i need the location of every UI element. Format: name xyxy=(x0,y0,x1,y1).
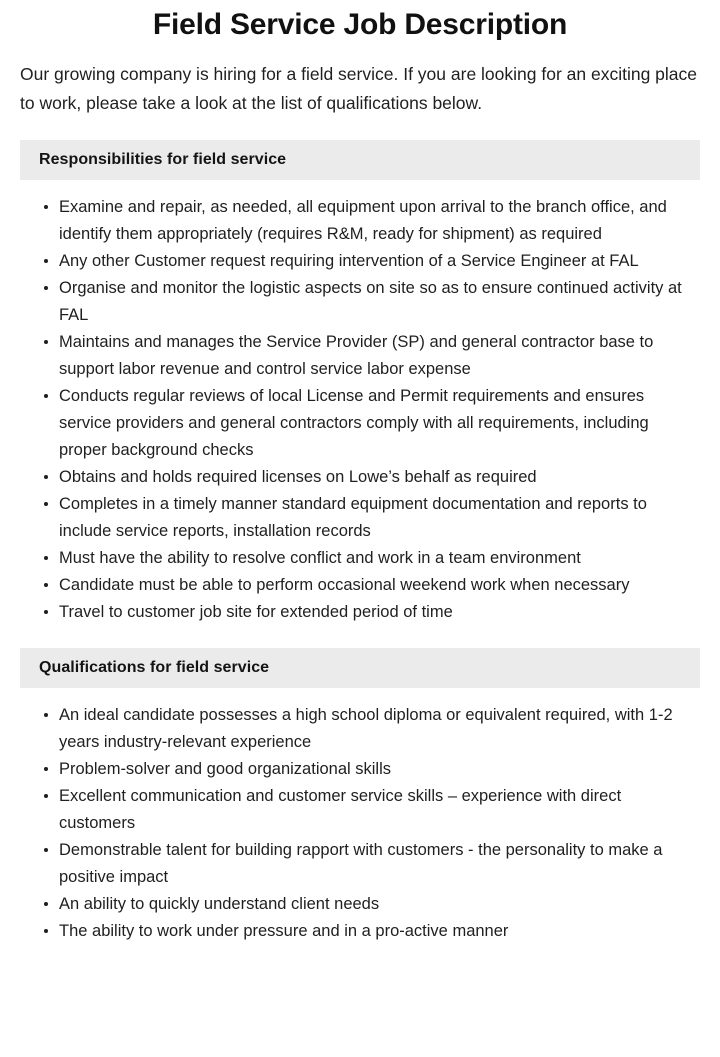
bullet-icon xyxy=(44,767,48,771)
section-header-responsibilities xyxy=(20,140,700,180)
responsibility-item-text: Any other Customer request requiring intervention of a Service Engineer at FAL xyxy=(59,252,639,270)
responsibility-item-text: Organise and monitor the logistic aspects on site so as to ensure continued activity at FAL xyxy=(59,279,682,324)
qualification-item xyxy=(0,891,700,918)
bullet-icon xyxy=(44,713,48,717)
bullet-icon xyxy=(44,794,48,798)
qualification-item-text: Demonstrable talent for building rapport with customers - the personality to make a positive impact xyxy=(59,841,663,886)
qualification-item-text: The ability to work under pressure and in a pro-active manner xyxy=(59,922,509,940)
qualifications-list xyxy=(0,702,720,945)
responsibility-item-text: Conducts regular reviews of local License and Permit requirements and ensures service providers and general contractors comply with all requirements, including proper background checks xyxy=(59,387,649,459)
responsibility-item-text: Must have the ability to resolve conflict and work in a team environment xyxy=(59,549,581,567)
bullet-icon xyxy=(44,475,48,479)
responsibility-item xyxy=(0,464,700,491)
responsibilities-list xyxy=(0,194,720,626)
responsibility-item xyxy=(0,545,700,572)
qualification-item-text: Problem-solver and good organizational skills xyxy=(59,760,392,778)
bullet-icon xyxy=(44,929,48,933)
responsibility-item xyxy=(0,491,700,545)
responsibility-item xyxy=(0,194,700,248)
responsibility-item xyxy=(0,572,700,599)
qualification-item xyxy=(0,756,700,783)
responsibility-item-text: Completes in a timely manner standard equipment documentation and reports to include service reports, installation records xyxy=(59,495,647,540)
qualification-item-text: An ability to quickly understand client needs xyxy=(59,895,380,913)
bullet-icon xyxy=(44,848,48,852)
responsibility-item xyxy=(0,329,700,383)
responsibility-item-text: Obtains and holds required licenses on Lowe’s behalf as required xyxy=(59,468,537,486)
qualification-item-text: Excellent communication and customer service skills – experience with direct customers xyxy=(59,787,622,832)
intro-paragraph: Our growing company is hiring for a field service. If you are looking for an exciting place to work, please take a look at the list of qualifications below. xyxy=(20,64,697,113)
page-title: Field Service Job Description xyxy=(152,8,568,41)
bullet-icon xyxy=(44,205,48,209)
bullet-icon xyxy=(44,340,48,344)
qualification-item xyxy=(0,702,700,756)
responsibility-item-text: Travel to customer job site for extended period of time xyxy=(59,603,453,621)
bullet-icon xyxy=(44,502,48,506)
responsibility-item xyxy=(0,599,700,626)
qualification-item xyxy=(0,783,700,837)
qualification-item xyxy=(0,918,700,945)
bullet-icon xyxy=(44,610,48,614)
bullet-icon xyxy=(44,902,48,906)
bottom-spacer xyxy=(0,945,720,967)
responsibility-item xyxy=(0,383,700,464)
responsibility-item-text: Maintains and manages the Service Provider (SP) and general contractor base to support labor revenue and control service labor expense xyxy=(59,333,654,378)
responsibility-item-text: Examine and repair, as needed, all equipment upon arrival to the branch office, and identify them appropriately (requires R&M, ready for shipment) as required xyxy=(59,198,667,243)
section-header-responsibilities-label: Responsibilities for field service xyxy=(39,151,287,168)
qualification-item-text: An ideal candidate possesses a high school diploma or equivalent required, with 1-2 years industry-relevant experience xyxy=(59,706,673,751)
responsibility-item xyxy=(0,248,700,275)
bullet-icon xyxy=(44,394,48,398)
bullet-icon xyxy=(44,556,48,560)
bullet-icon xyxy=(44,286,48,290)
section-header-qualifications xyxy=(20,648,700,688)
responsibility-item xyxy=(0,275,700,329)
qualification-item xyxy=(0,837,700,891)
responsibility-item-text: Candidate must be able to perform occasional weekend work when necessary xyxy=(59,576,630,594)
section-header-qualifications-label: Qualifications for field service xyxy=(39,659,270,676)
bullet-icon xyxy=(44,259,48,263)
bullet-icon xyxy=(44,583,48,587)
